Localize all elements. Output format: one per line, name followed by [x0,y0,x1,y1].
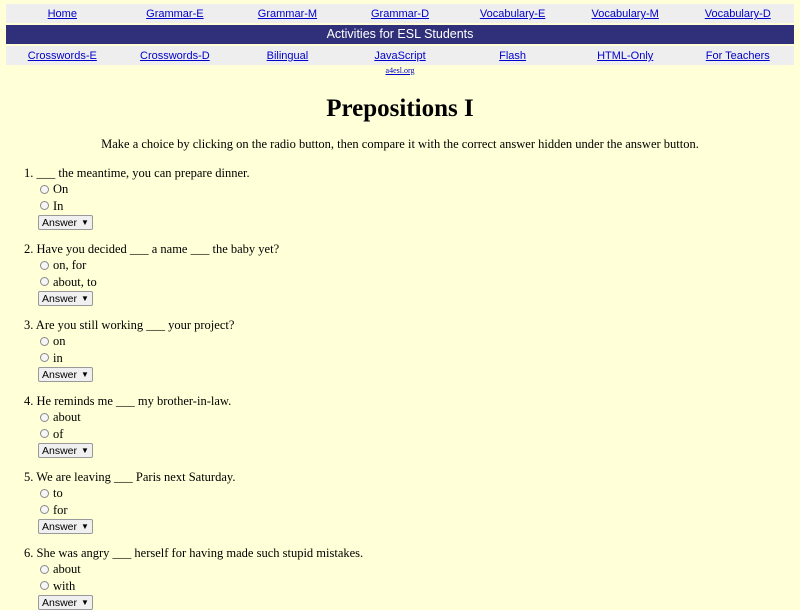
caret-down-icon: ▼ [81,446,89,455]
nav-link-vocabulary-m[interactable]: Vocabulary-M [591,8,659,20]
instructions: Make a choice by clicking on the radio button, then compare it with the correct answer hidden under the answer button. [101,137,699,151]
caret-down-icon: ▼ [81,218,89,227]
answer-label: Answer [42,368,78,381]
radio-button[interactable] [40,337,49,346]
option-label: on, for [53,258,87,272]
radio-button[interactable] [40,413,49,422]
caret-down-icon: ▼ [81,598,89,607]
answer-label: Answer [42,444,78,457]
nav-link-vocabulary-d[interactable]: Vocabulary-D [704,8,771,20]
question-5 [24,469,800,534]
site-link[interactable]: a4esl.org [385,66,415,75]
question-6 [24,545,800,610]
option-label: in [53,350,63,365]
nav-row-top [6,4,794,23]
answer-dropdown[interactable] [38,291,93,306]
option-row [40,409,800,426]
answer-label: Answer [42,216,78,229]
radio-button[interactable] [40,277,49,286]
radio-button[interactable] [40,261,49,270]
page-title: Prepositions I [326,95,474,122]
question-text: 1. ___ the meantime, you can prepare dinner. [24,166,250,180]
nav-link-grammar-e[interactable]: Grammar-E [146,8,204,20]
option-row [40,578,800,595]
option-label: In [53,198,64,213]
option-row [40,274,800,291]
answer-dropdown[interactable] [38,519,93,534]
question-4 [24,393,800,458]
nav-link-bilingual[interactable]: Bilingual [266,50,309,62]
answer-label: Answer [42,520,78,533]
option-label: on [53,334,66,348]
option-label: about [53,562,81,576]
question-3 [24,317,800,382]
nav-link-flash[interactable]: Flash [499,50,527,62]
nav-link-html-only[interactable]: HTML-Only [597,50,654,62]
radio-button[interactable] [40,201,49,210]
option-label: On [53,182,69,196]
option-row [40,333,800,350]
question-list [24,165,800,610]
answer-dropdown[interactable] [38,215,93,230]
nav-link-grammar-m[interactable]: Grammar-M [257,8,318,20]
question-text: 4. He reminds me ___ my brother-in-law. [24,394,232,408]
caret-down-icon: ▼ [81,370,89,379]
nav-link-javascript[interactable]: JavaScript [374,50,426,62]
nav-link-home[interactable]: Home [47,8,77,20]
answer-dropdown[interactable] [38,595,93,610]
question-text: 2. Have you decided ___ a name ___ the baby yet? [24,242,280,256]
radio-button[interactable] [40,489,49,498]
nav-link-for-teachers[interactable]: For Teachers [705,50,770,62]
option-row [40,350,800,367]
option-row [40,198,800,215]
caret-down-icon: ▼ [81,294,89,303]
question-text: 3. Are you still working ___ your project? [24,318,235,332]
site-banner: Activities for ESL Students [6,25,794,44]
radio-button[interactable] [40,429,49,438]
option-label: about, to [53,274,97,289]
option-label: for [53,502,68,517]
option-row [40,426,800,443]
nav-link-crosswords-d[interactable]: Crosswords-D [140,50,210,62]
header-nav [6,4,794,75]
radio-button[interactable] [40,565,49,574]
question-text: 5. We are leaving ___ Paris next Saturday. [24,470,236,484]
answer-label: Answer [42,292,78,305]
option-row [40,502,800,519]
radio-button[interactable] [40,581,49,590]
question-1 [24,165,800,230]
answer-dropdown[interactable] [38,367,93,382]
answer-dropdown[interactable] [38,443,93,458]
nav-link-crosswords-e[interactable]: Crosswords-E [27,50,97,62]
answer-label: Answer [42,596,78,609]
option-row [40,181,800,198]
option-label: of [53,426,64,441]
radio-button[interactable] [40,353,49,362]
nav-link-grammar-d[interactable]: Grammar-D [370,8,430,20]
site-link-container [6,66,794,75]
caret-down-icon: ▼ [81,522,89,531]
option-row [40,485,800,502]
option-label: about [53,410,81,424]
option-label: with [53,578,76,593]
question-2 [24,241,800,306]
option-row [40,257,800,274]
option-row [40,561,800,578]
nav-row-bottom [6,46,794,65]
question-text: 6. She was angry ___ herself for having made such stupid mistakes. [24,546,364,560]
radio-button[interactable] [40,505,49,514]
option-label: to [53,486,63,500]
nav-link-vocabulary-e[interactable]: Vocabulary-E [479,8,546,20]
radio-button[interactable] [40,185,49,194]
